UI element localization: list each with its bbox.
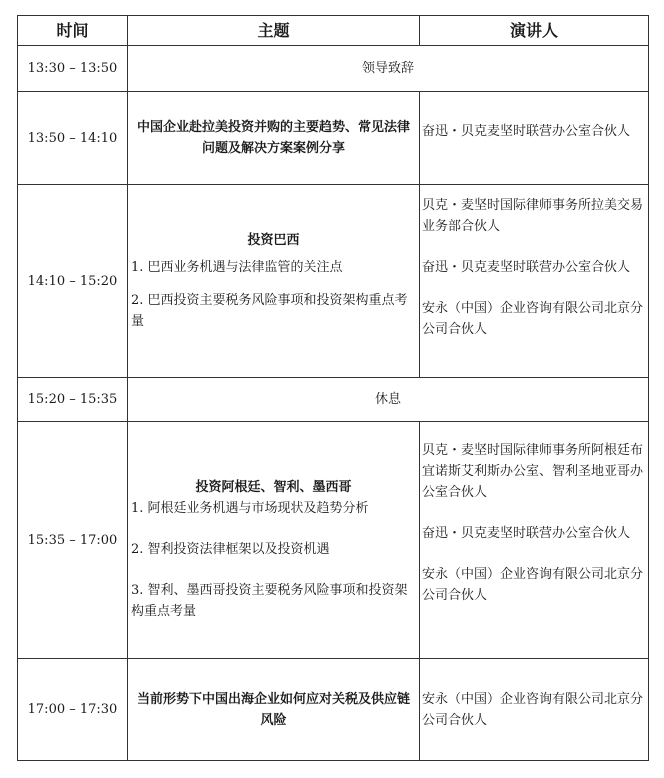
header-row xyxy=(18,16,649,46)
speaker-name: 贝克・麦坚时国际律师事务所阿根廷布宜诺斯艾利斯办公室、智利圣地亚哥办公室合伙人 xyxy=(422,443,644,500)
topic-cell xyxy=(128,92,420,185)
time-cell: 15:35 – 17:00 xyxy=(18,422,128,659)
table-row xyxy=(18,378,649,422)
topic-cell xyxy=(128,185,420,378)
time-cell: 14:10 – 15:20 xyxy=(18,185,128,378)
speaker-name: 贝克・麦坚时国际律师事务所拉美交易业务部合伙人 xyxy=(422,198,644,234)
topic-point: 2. 巴西投资主要税务风险事项和投资架构重点考量 xyxy=(131,293,408,329)
time-cell: 13:30 – 13:50 xyxy=(18,46,128,92)
header-time: 时间 xyxy=(18,16,128,46)
table-row xyxy=(18,92,649,185)
table-row xyxy=(18,659,649,761)
topic-title: 投资巴西 xyxy=(247,233,300,248)
topic-title: 中国企业赴拉美投资并购的主要趋势、常见法律问题及解决方案案例分享 xyxy=(136,120,410,156)
speaker-name: 安永（中国）企业咨询有限公司北京分公司合伙人 xyxy=(422,691,644,728)
topic-cell xyxy=(128,422,420,659)
speaker-name: 安永（中国）企业咨询有限公司北京分公司合伙人 xyxy=(422,301,644,337)
session-cell: 休息 xyxy=(128,378,649,422)
topic-point: 3. 智利、墨西哥投资主要税务风险事项和投资架构重点考量 xyxy=(131,582,408,619)
table-row xyxy=(18,422,649,659)
topic-point: 1. 巴西业务机遇与法律监管的关注点 xyxy=(131,260,343,275)
time-cell: 15:20 – 15:35 xyxy=(18,378,128,422)
topic-point: 2. 智利投资法律框架以及投资机遇 xyxy=(131,541,330,557)
speaker-name: 奋迅・贝克麦坚时联营办公室合伙人 xyxy=(422,123,631,139)
speaker-cell xyxy=(420,185,649,378)
table-row xyxy=(18,185,649,378)
table-row xyxy=(18,46,649,92)
speaker-name: 奋迅・贝克麦坚时联营办公室合伙人 xyxy=(422,526,631,541)
topic-title: 当前形势下中国出海企业如何应对关税及供应链风险 xyxy=(136,691,410,728)
topic-title: 投资阿根廷、智利、墨西哥 xyxy=(195,479,352,495)
speaker-name: 安永（中国）企业咨询有限公司北京分公司合伙人 xyxy=(422,567,644,603)
time-cell: 17:00 – 17:30 xyxy=(18,659,128,761)
header-topic: 主题 xyxy=(128,16,420,46)
header-speaker: 演讲人 xyxy=(420,16,649,46)
speaker-cell xyxy=(420,659,649,761)
speaker-name: 奋迅・贝克麦坚时联营办公室合伙人 xyxy=(422,260,631,275)
topic-point: 1. 阿根廷业务机遇与市场现状及趋势分析 xyxy=(131,500,369,516)
topic-cell xyxy=(128,659,420,761)
agenda-table xyxy=(17,15,649,761)
session-cell: 领导致辞 xyxy=(128,46,649,92)
speaker-cell xyxy=(420,422,649,659)
speaker-cell xyxy=(420,92,649,185)
time-cell: 13:50 – 14:10 xyxy=(18,92,128,185)
